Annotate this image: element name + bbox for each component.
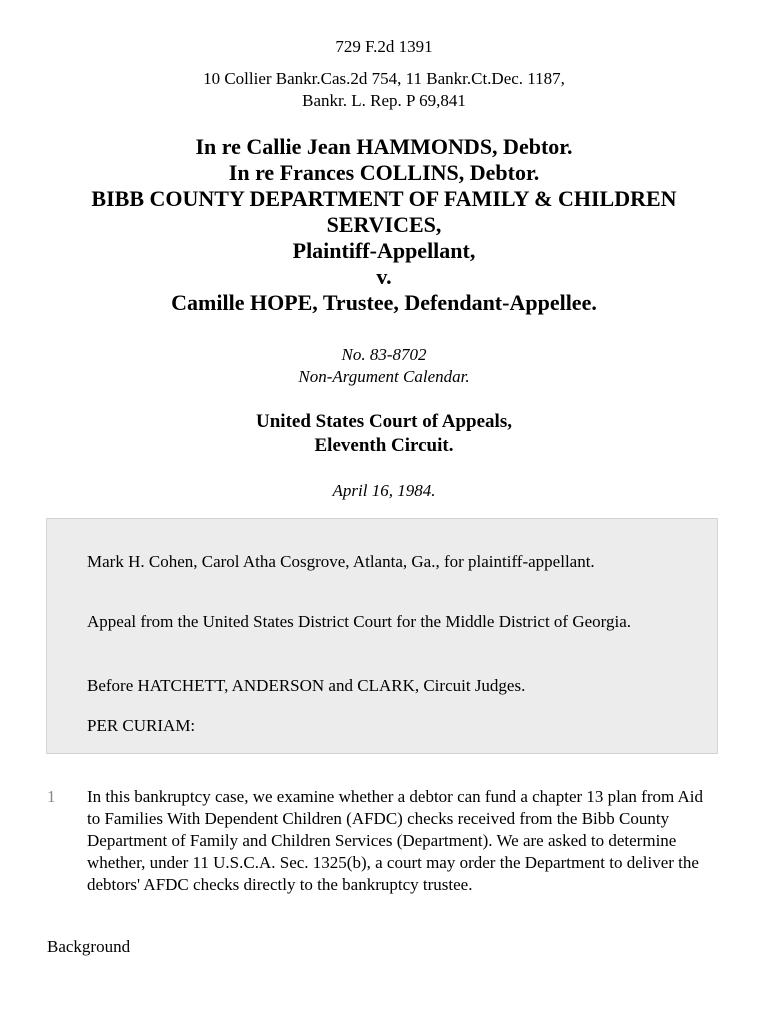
- caption-line-debtor-1: In re Callie Jean HAMMONDS, Debtor.: [195, 134, 573, 159]
- caption-line-debtor-2: In re Frances COLLINS, Debtor.: [228, 160, 540, 185]
- docket-number: No. 83-8702: [341, 345, 427, 364]
- appeal-text: Appeal from the United States District Court for the Middle District of Georgia.: [87, 612, 632, 631]
- decision-date: April 16, 1984.: [332, 481, 436, 500]
- paragraph-number: 1: [47, 787, 56, 806]
- caption-line-plaintiff-role: Plaintiff-Appellant,: [292, 238, 476, 263]
- caption-line-versus: v.: [376, 264, 392, 289]
- headnote-box: [46, 518, 718, 754]
- court-name-line-2: Eleventh Circuit.: [314, 435, 454, 456]
- parallel-citations-line-2: Bankr. L. Rep. P 69,841: [302, 91, 466, 110]
- caption-line-plaintiff: BIBB COUNTY DEPARTMENT OF FAMILY & CHILDREN: [91, 186, 677, 211]
- section-heading: Background: [47, 937, 131, 956]
- docket-info: [0, 344, 768, 388]
- judges-text: Before HATCHETT, ANDERSON and CLARK, Circuit Judges.: [87, 676, 526, 695]
- case-caption: [30, 134, 738, 316]
- paragraph-text: In this bankruptcy case, we examine whether a debtor can fund a chapter 13 plan from Aid to Families With Dependent Children (AFDC) checks received from the Bibb County Department of Family and Children Services (Department). We are asked to determine whether, under 11 U.S.C.A. Sec. 1325(b), a court may order the Department to deliver the debtors' AFDC checks directly to the bankruptcy trustee.: [87, 787, 704, 894]
- parallel-citations-line-1: 10 Collier Bankr.Cas.2d 754, 11 Bankr.Ct.Dec. 1187,: [203, 69, 565, 88]
- court-name-line-1: United States Court of Appeals,: [256, 411, 512, 432]
- court-name: [0, 410, 768, 458]
- docket-calendar: Non-Argument Calendar.: [298, 367, 470, 386]
- caption-line-defendant: Camille HOPE, Trustee, Defendant-Appellee.: [171, 290, 597, 315]
- caption-line-plaintiff-cont: SERVICES,: [326, 212, 442, 237]
- per-curiam-text: PER CURIAM:: [87, 716, 196, 735]
- parallel-citations: [0, 68, 768, 112]
- counsel-text: Mark H. Cohen, Carol Atha Cosgrove, Atlanta, Ga., for plaintiff-appellant.: [87, 552, 595, 571]
- case-citation: 729 F.2d 1391: [335, 37, 433, 56]
